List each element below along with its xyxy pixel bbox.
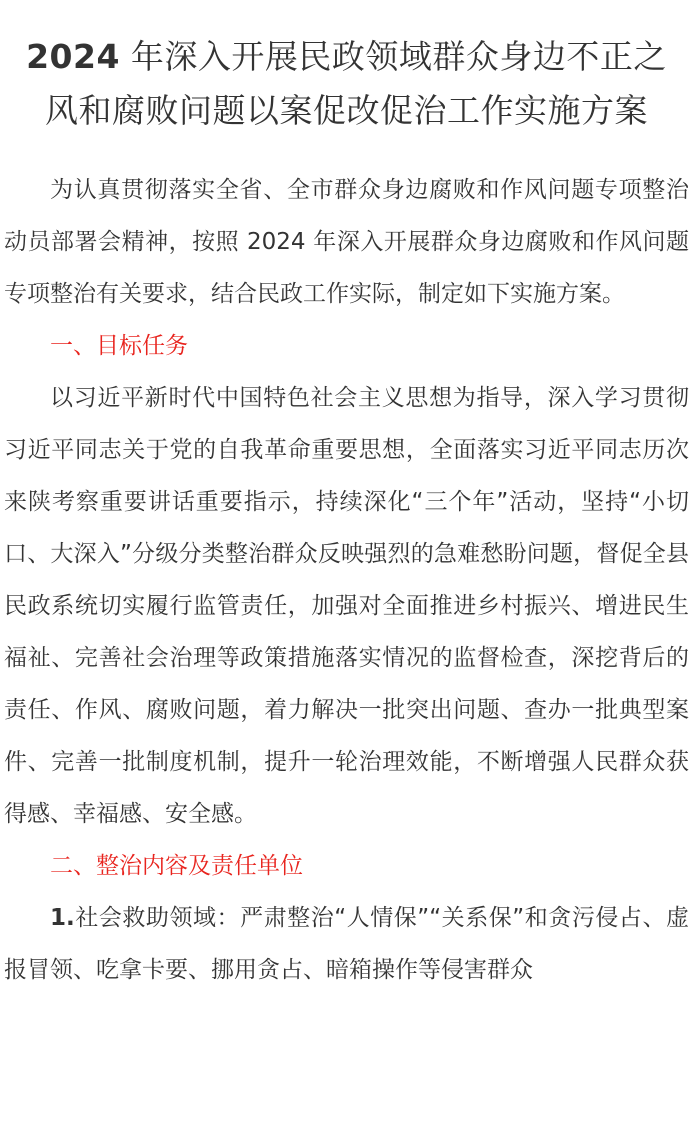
document-page	[0, 30, 693, 1127]
document-title	[4, 30, 689, 138]
item-1-number: 1.	[50, 905, 75, 931]
document-body	[4, 164, 689, 996]
item-1-text: 社会救助领域：严肃整治“人情保”“关系保”和贪污侵占、虚报冒领、吃拿卡要、挪用贪占、暗箱操作等侵害群众	[4, 905, 689, 983]
title-line-1	[6, 30, 687, 84]
intro-paragraph: 为认真贯彻落实全省、全市群众身边腐败和作风问题专项整治动员部署会精神，按照 2024 年深入开展群众身边腐败和作风问题专项整治有关要求，结合民政工作实际，制定如下实施方案。	[4, 177, 689, 307]
item-1-paragraph	[4, 892, 689, 996]
title-year: 2024	[26, 37, 120, 76]
title-line-2: 风和腐败问题以案促改促治工作实施方案	[45, 91, 648, 130]
section-heading-content: 二、整治内容及责任单位	[50, 853, 303, 879]
section-heading-goals: 一、目标任务	[50, 333, 188, 359]
title-line-1-text: 年深入开展民政领域群众身边不正之	[119, 37, 667, 76]
section-goals-paragraph: 以习近平新时代中国特色社会主义思想为指导，深入学习贯彻习近平同志关于党的自我革命重要思想，全面落实习近平同志历次来陕考察重要讲话重要指示，持续深化“三个年”活动，坚持“小切口、大深入”分级分类整治群众反映强烈的急难愁盼问题，督促全县民政系统切实履行监管责任，加强对全面推进乡村振兴、增进民生福祉、完善社会治理等政策措施落实情况的监督检查，深挖背后的责任、作风、腐败问题，着力解决一批突出问题、查办一批典型案件、完善一批制度机制，提升一轮治理效能，不断增强人民群众获得感、幸福感、安全感。	[4, 385, 689, 827]
